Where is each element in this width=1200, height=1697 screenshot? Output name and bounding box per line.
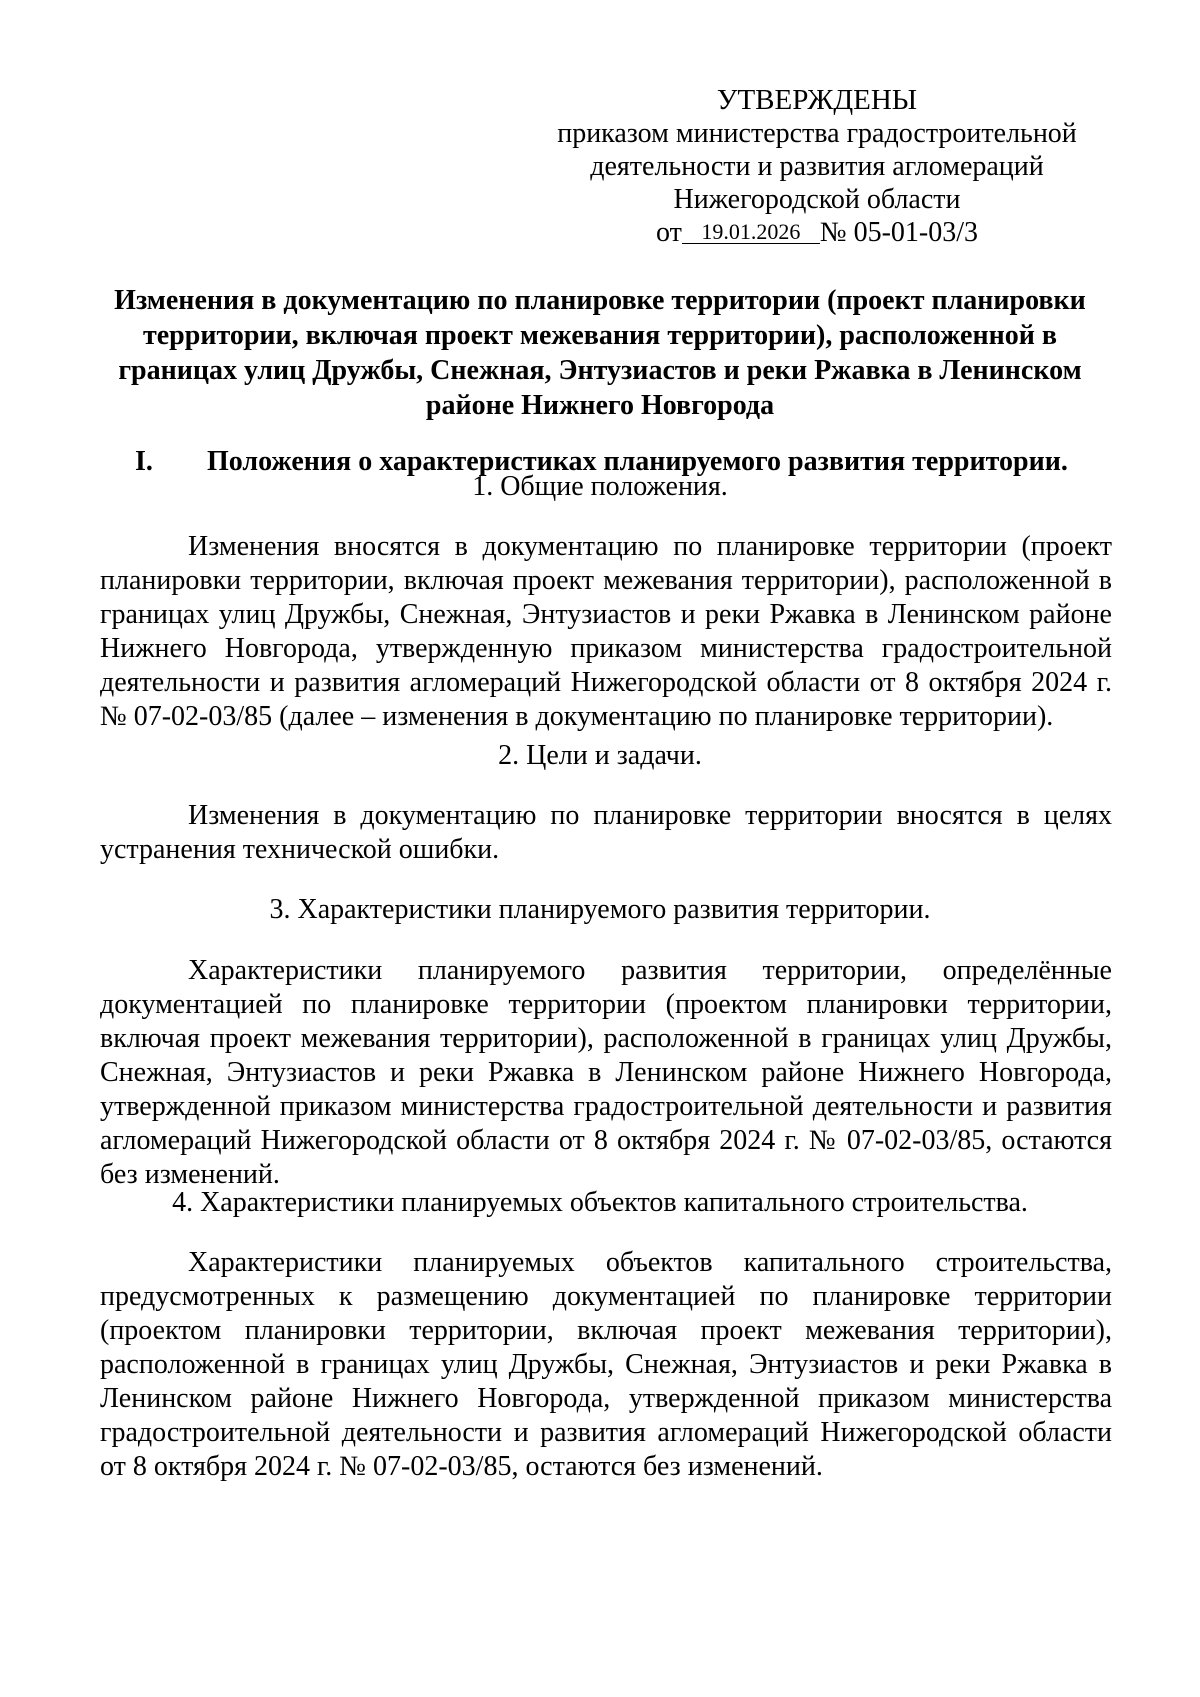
subsection-4-heading: 4. Характеристики планируемых объектов капитального строительства. <box>172 1187 1028 1218</box>
document-title-line-2: территории, включая проект межевания территории), расположенной в <box>143 320 1057 351</box>
subsection-2-text: Изменения в документацию по планировке территории вносятся в целях устранения технической ошибки. <box>100 800 1112 865</box>
section-number: I. <box>135 446 153 477</box>
subsection-3-heading: 3. Характеристики планируемого развития территории. <box>269 894 931 925</box>
subsection-1-heading: 1. Общие положения. <box>472 471 728 502</box>
subsection-4-text: Характеристики планируемых объектов капитального строительства, предусмотренных к размещению документацией по планировке территории (проектом планировки территории, включая проект межевания территории), расположенной в границах улиц Дружбы, Снежная, Энтузиастов и реки Ржавка в Ленинском районе Нижнего Новгорода, утвержденной приказом министерства градостроительной деятельности и развития агломераций Нижегородской области от 8 октября 2024 г. № 07-02-03/85, остаются без изменений. <box>100 1247 1112 1482</box>
document-title-line-1: Изменения в документацию по планировке территории (проект планировки <box>114 285 1086 316</box>
section-title: Положения о характеристиках планируемого развития территории. <box>207 446 1068 477</box>
order-number: № 05-01-03/3 <box>819 217 979 248</box>
approval-line-2: деятельности и развития агломераций <box>590 151 1044 182</box>
document-title-line-3: границах улиц Дружбы, Снежная, Энтузиастов и реки Ржавка в Ленинском <box>118 355 1082 386</box>
approval-line-3: Нижегородской области <box>673 184 961 215</box>
approval-title: УТВЕРЖДЕНЫ <box>716 84 918 116</box>
subsection-1-text: Изменения вносятся в документацию по планировке территории (проект планировки территории, включая проект межевания территории), расположенной в границах улиц Дружбы, Снежная, Энтузиастов и реки Ржавка в Ленинском районе Нижнего Новгорода, утвержденную приказом министерства градостроительной деятельности и развития агломераций Нижегородской области от 8 октября 2024 г. № 07-02-03/85 (далее – изменения в документацию по планировке территории). <box>100 531 1112 732</box>
order-date: 19.01.2026 <box>682 221 820 244</box>
approval-line-1: приказом министерства градостроительной <box>557 118 1077 149</box>
document-title <box>100 283 1100 423</box>
order-date-number-line <box>548 216 1086 249</box>
document-title-line-4: районе Нижнего Новгорода <box>425 390 775 421</box>
subsection-3-text: Характеристики планируемого развития территории, определённые документацией по планировке территории (проектом планировки территории, включая проект межевания территории), расположенной в границах улиц Дружбы, Снежная, Энтузиастов и реки Ржавка в Ленинском районе Нижнего Новгорода, утвержденной приказом министерства градостроительной деятельности и развития агломераций Нижегородской области от 8 октября 2024 г. № 07-02-03/85, остаются без изменений. <box>100 955 1112 1190</box>
subsection-2-heading: 2. Цели и задачи. <box>498 740 702 771</box>
approval-block <box>548 84 1086 249</box>
date-prefix: от <box>655 217 682 248</box>
